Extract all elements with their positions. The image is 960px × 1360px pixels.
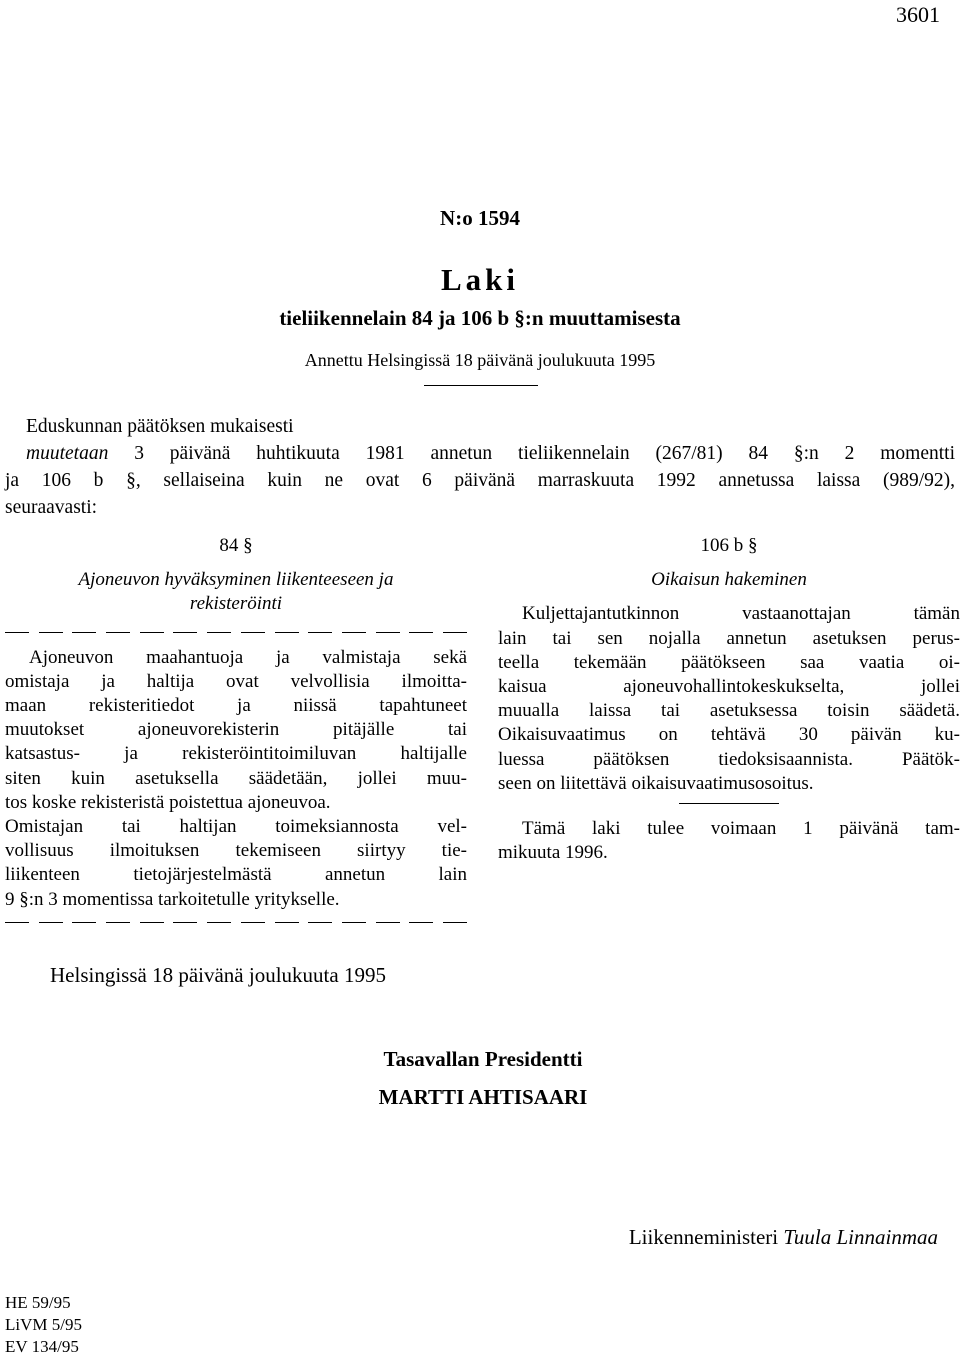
preamble xyxy=(5,413,955,521)
section-84-line: Ajoneuvon maahantuoja ja valmistaja sekä xyxy=(29,646,467,668)
section-84 xyxy=(5,534,467,930)
legislative-references xyxy=(5,1292,82,1358)
section-84-line: katsastus- ja rekisteröintitoimiluvan haltijalle xyxy=(5,743,467,765)
section-84-heading: 84 § xyxy=(219,535,253,556)
document-title: tieliikennelain 84 ja 106 b §:n muuttamisesta xyxy=(279,306,681,330)
reference-item: EV 134/95 xyxy=(5,1337,79,1356)
minister-name: Tuula Linnainmaa xyxy=(783,1225,938,1249)
section-106b-line: Kuljettajantutkinnon vastaanottajan tämän xyxy=(522,603,960,625)
entry-into-force xyxy=(498,817,960,865)
entry-into-force-line: Tämä laki tulee voimaan 1 päivänä tam- xyxy=(522,818,960,840)
entry-into-force-divider xyxy=(679,803,779,804)
section-106b-line: seen on liitettävä oikaisuvaatimusosoitus. xyxy=(498,772,814,794)
minister-signature xyxy=(629,1225,938,1250)
minister-title: Liikenneministeri xyxy=(628,1225,779,1249)
section-106b-line: muualla laissa tai asetuksessa toisin säädetä. xyxy=(498,700,960,722)
reference-item: HE 59/95 xyxy=(5,1293,71,1312)
preamble-line-1-text: 3 päivänä huhtikuuta 1981 annetun tieliikennelain (267/81) 84 §:n 2 momentti xyxy=(108,443,955,464)
section-106b-line: Oikaisuvaatimus on tehtävä 30 päivän ku- xyxy=(498,724,960,746)
preamble-verb: muutetaan xyxy=(26,443,109,464)
section-84-line: maan rekisteritiedot ja niissä tapahtuneet xyxy=(5,695,467,717)
section-84-line: Omistajan tai haltijan toimeksiannosta vel- xyxy=(5,816,467,838)
signing-place-date: Helsingissä 18 päivänä joulukuuta 1995 xyxy=(50,963,386,987)
section-84-line: vollisuus ilmoituksen tekemiseen siirtyy tie- xyxy=(5,840,467,862)
document-type: Laki xyxy=(440,262,520,297)
section-106b xyxy=(498,534,960,865)
section-84-line: tos koske rekisteristä poistettua ajoneuvoa. xyxy=(5,791,331,813)
section-84-title-line-1: Ajoneuvon hyväksyminen liikenteeseen ja xyxy=(78,569,394,591)
section-84-title-line-2: rekisteröinti xyxy=(189,593,283,615)
section-84-line: omistaja ja haltija ovat velvollisia ilmoitta- xyxy=(5,670,467,692)
section-106b-line: luessa päätöksen tiedoksisaannista. Päätök- xyxy=(498,748,960,770)
section-106b-heading: 106 b § xyxy=(700,535,758,556)
section-84-paragraph xyxy=(5,646,467,912)
given-date: Annettu Helsingissä 18 päivänä joulukuuta 1995 xyxy=(304,350,656,370)
page-number: 3601 xyxy=(896,2,940,27)
title-divider xyxy=(424,385,538,386)
section-84-line: liikenteen tietojärjestelmästä annetun lain xyxy=(5,864,467,886)
preamble-intro: Eduskunnan päätöksen mukaisesti xyxy=(26,416,294,437)
section-106b-line: teella tekemään päätökseen saa vaatia oi- xyxy=(498,651,960,673)
section-84-line: siten kuin asetuksella säädetään, jollei muu- xyxy=(5,767,467,789)
president-title: Tasavallan Presidentti xyxy=(383,1047,583,1071)
omission-marker-bottom xyxy=(5,916,467,930)
omission-marker-top xyxy=(5,626,467,640)
entry-into-force-line: mikuuta 1996. xyxy=(498,842,608,864)
reference-item: LiVM 5/95 xyxy=(5,1315,82,1334)
section-84-line: muutokset ajoneuvorekisterin pitäjälle tai xyxy=(5,719,467,741)
section-84-line: 9 §:n 3 momentissa tarkoitetulle yritykselle. xyxy=(5,888,340,910)
preamble-line-1 xyxy=(5,440,955,467)
statute-number: N:o 1594 xyxy=(440,206,520,230)
section-106b-line: kaisua ajoneuvohallintokeskukselta, jollei xyxy=(498,676,960,698)
section-106b-paragraph xyxy=(498,602,960,796)
section-106b-line: lain tai sen nojalla annetun asetuksen perus- xyxy=(498,627,960,649)
preamble-line-2: ja 106 b §, sellaiseina kuin ne ovat 6 päivänä marraskuuta 1992 annetussa laissa (989/92), xyxy=(5,470,955,491)
preamble-line-3: seuraavasti: xyxy=(5,497,98,518)
president-name: MARTTI AHTISAARI xyxy=(378,1085,588,1109)
section-106b-title: Oikaisun hakeminen xyxy=(651,569,807,591)
